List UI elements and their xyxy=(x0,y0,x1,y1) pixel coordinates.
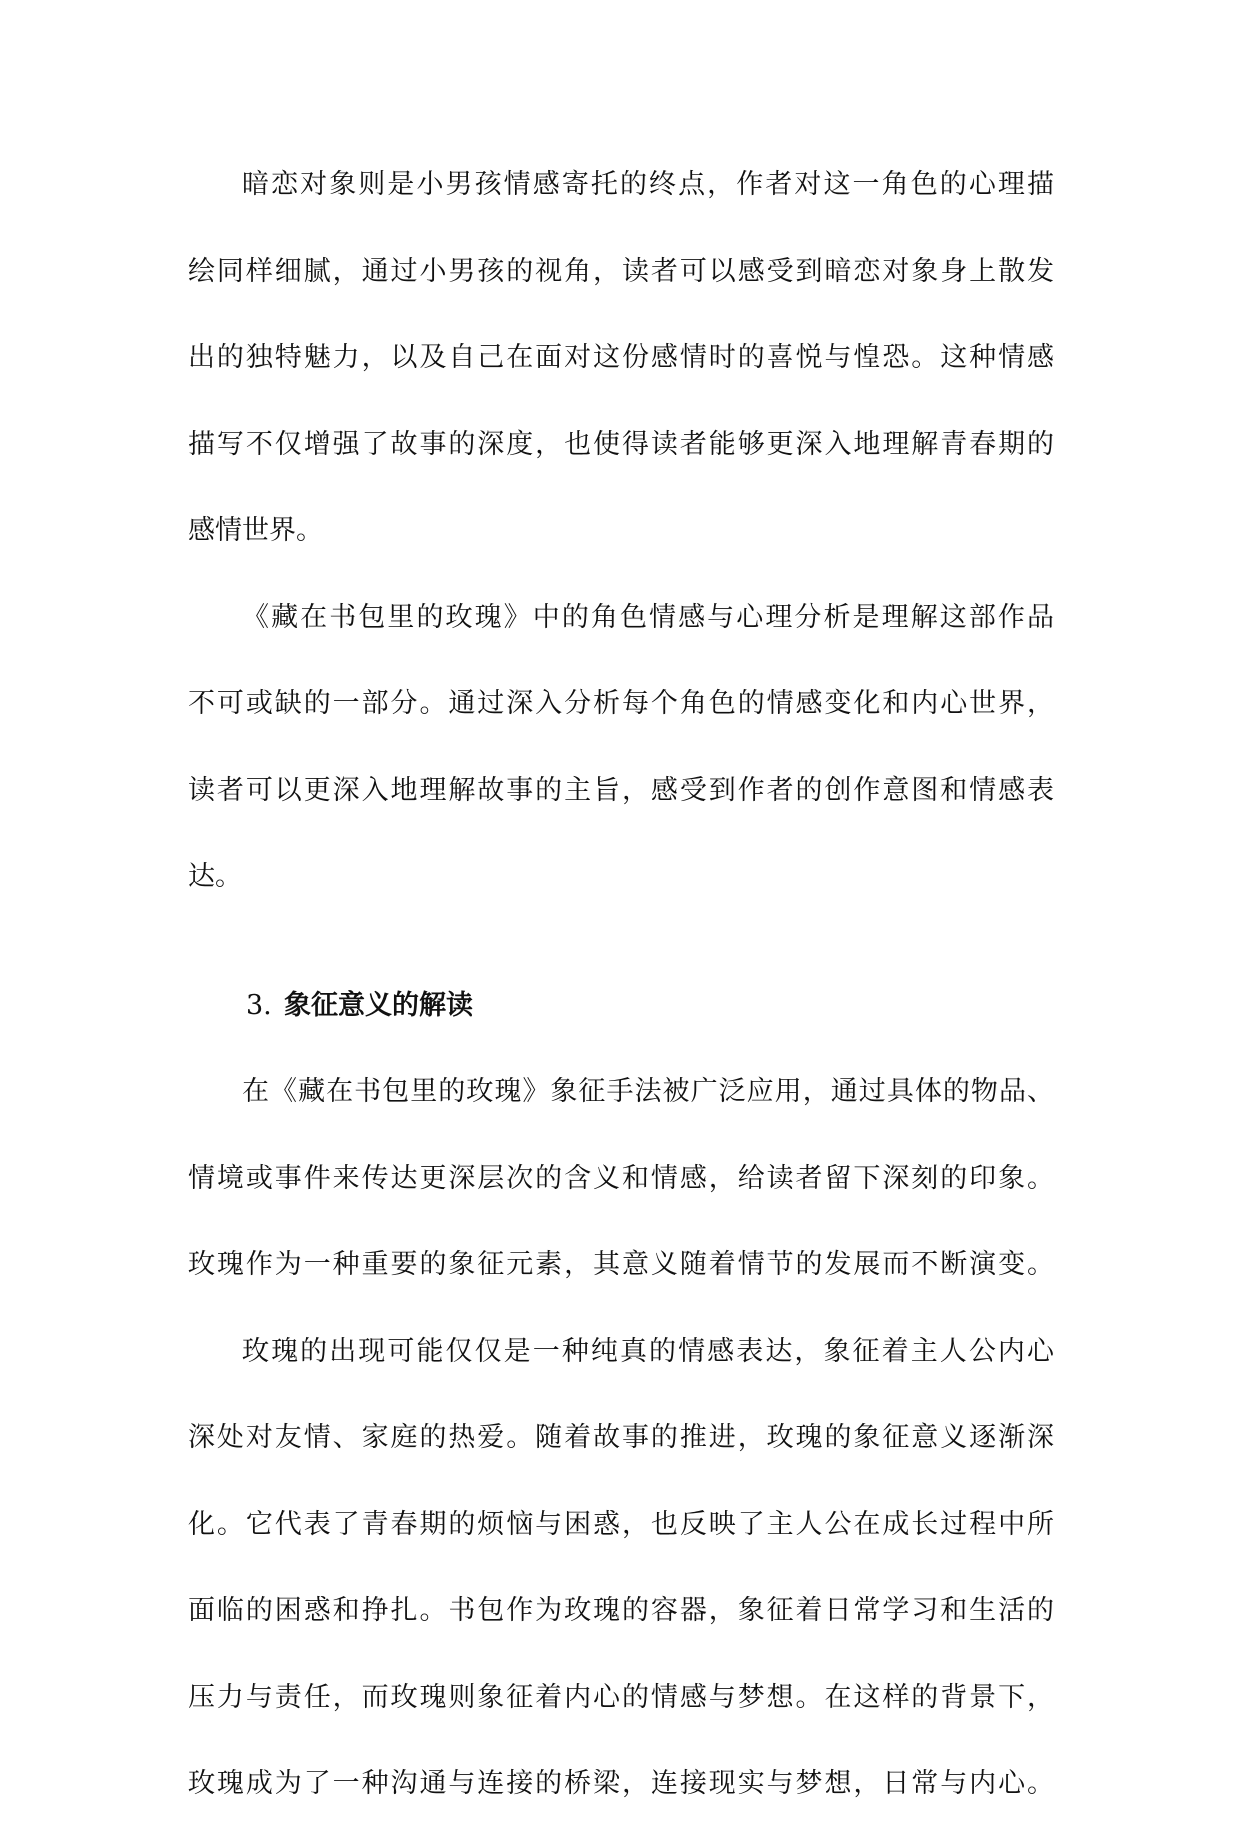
paragraph xyxy=(188,575,1054,921)
section-title: 象征意义的解读 xyxy=(284,989,473,1021)
text-line: 暗恋对象则是小男孩情感寄托的终点，作者对这一角色的心理描 xyxy=(242,169,1054,200)
paragraph xyxy=(188,142,1054,575)
text-line: 深处对友情、家庭的热爱。随着故事的推进，玫瑰的象征意义逐渐深 xyxy=(188,1422,1054,1453)
text-line: 读者可以更深入地理解故事的主旨，感受到作者的创作意图和情感表 xyxy=(188,774,1054,806)
text-line: 绘同样细腻，通过小男孩的视角，读者可以感受到暗恋对象身上散发 xyxy=(188,255,1054,287)
text-line: 《藏在书包里的玫瑰》中的角色情感与心理分析是理解这部作品 xyxy=(242,601,1054,633)
text-line: 出的独特魅力，以及自己在面对这份感情时的喜悦与惶恐。这种情感 xyxy=(188,342,1054,373)
text-line: 玫瑰作为一种重要的象征元素，其意义随着情节的发展而不断演变。 xyxy=(188,1249,1054,1280)
text-line: 面临的困惑和挣扎。书包作为玫瑰的容器，象征着日常学习和生活的 xyxy=(188,1595,1054,1626)
document-body xyxy=(188,142,1054,1828)
text-line: 达。 xyxy=(188,861,242,892)
text-line: 玫瑰的出现可能仅仅是一种纯真的情感表达，象征着主人公内心 xyxy=(242,1335,1054,1367)
text-line: 化。它代表了青春期的烦恼与困惑，也反映了主人公在成长过程中所 xyxy=(188,1508,1054,1540)
text-line: 在《藏在书包里的玫瑰》象征手法被广泛应用，通过具体的物品、 xyxy=(242,1076,1054,1107)
paragraph xyxy=(188,1309,1054,1828)
text-line: 情境或事件来传达更深层次的含义和情感，给读者留下深刻的印象。 xyxy=(188,1162,1054,1194)
text-line: 不可或缺的一部分。通过深入分析每个角色的情感变化和内心世界， xyxy=(188,688,1054,719)
section-heading xyxy=(188,963,1054,1050)
text-line: 描写不仅增强了故事的深度，也使得读者能够更深入地理解青春期的 xyxy=(188,428,1054,460)
paragraph xyxy=(188,1049,1054,1309)
section-number: 3. xyxy=(246,989,272,1021)
text-line: 感情世界。 xyxy=(188,515,323,546)
text-line: 压力与责任，而玫瑰则象征着内心的情感与梦想。在这样的背景下， xyxy=(188,1681,1054,1713)
text-line: 玫瑰成为了一种沟通与连接的桥梁，连接现实与梦想，日常与内心。 xyxy=(188,1768,1054,1799)
